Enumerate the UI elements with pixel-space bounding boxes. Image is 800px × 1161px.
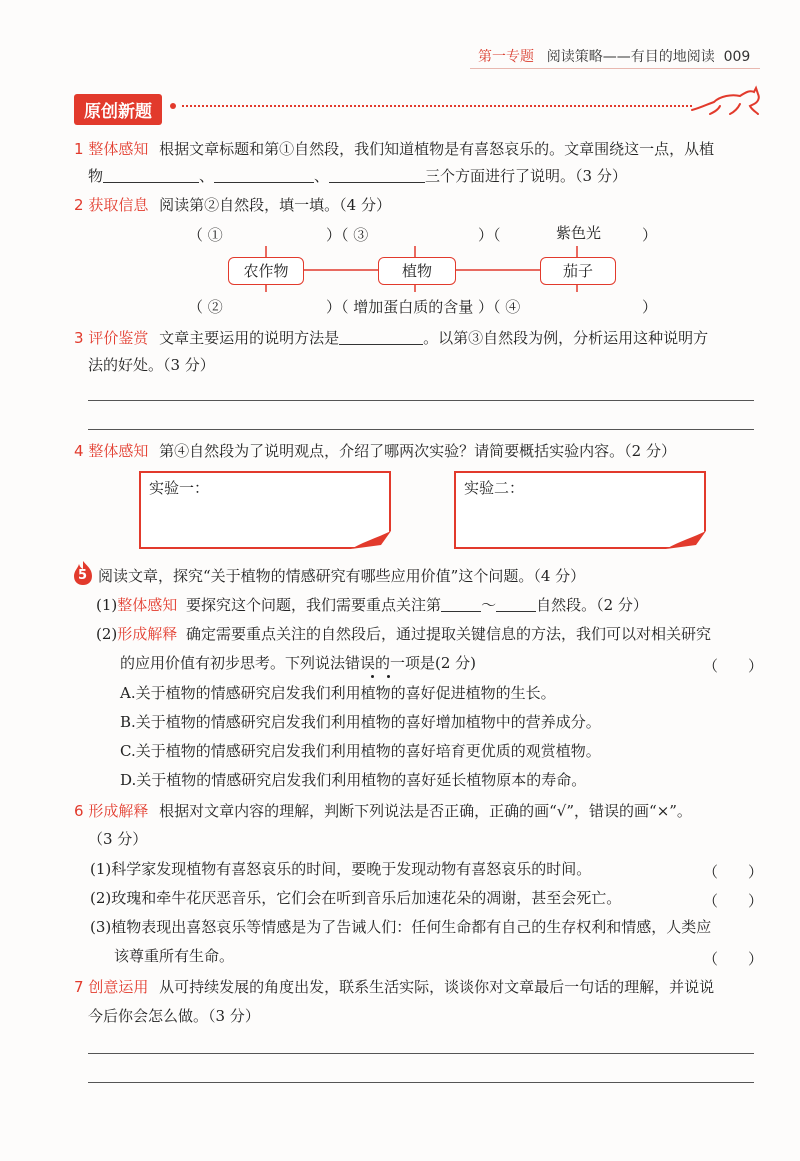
q1-line2: 物 、 、 三个方面进行了说明。（3 分） bbox=[88, 167, 627, 185]
q5-line1: 阅读文章，探究“关于植物的情感研究有哪些应用价值”这个问题。（4 分） bbox=[98, 567, 586, 585]
page-curl-icon bbox=[351, 531, 391, 549]
q2-text: 阅读第②自然段，填一填。（4 分） bbox=[159, 196, 391, 214]
q6-line2: （3 分） bbox=[88, 830, 148, 848]
q2-top-value: 紫色光 bbox=[556, 224, 602, 242]
emphasis-dot bbox=[387, 675, 390, 678]
q3-answer-line-2[interactable] bbox=[88, 429, 754, 430]
q6-item-1: (1)科学家发现植物有喜怒哀乐的时间，要晚于发现动物有喜怒哀乐的时间。 bbox=[90, 860, 592, 878]
q5-option-c: C.关于植物的情感研究启发我们利用植物的喜好培育更优质的观赏植物。 bbox=[120, 742, 601, 760]
q3-line1: 3 评价鉴赏 文章主要运用的说明方法是 。以第③自然段为例，分析运用这种说明方 bbox=[74, 329, 709, 347]
q3-tag: 评价鉴赏 bbox=[88, 329, 149, 347]
q7-line2: 今后你会怎么做。（3 分） bbox=[88, 1007, 260, 1025]
q7-tag: 创意运用 bbox=[88, 978, 149, 996]
q2-number: 2 bbox=[74, 196, 84, 214]
emphasis-dot bbox=[371, 675, 374, 678]
q2-slot-top-close: ） bbox=[642, 226, 658, 244]
q5-sub1-tag: 整体感知 bbox=[117, 596, 178, 614]
q5-sub2-line2: 的应用价值有初步思考。下列说法错误的一项是(2 分) bbox=[120, 654, 477, 672]
q6-item-3: (3)植物表现出喜怒哀乐等情感是为了告诫人们：任何生命都有自己的生存权利和情感，人类应 bbox=[90, 918, 712, 936]
q2-slot-bottom-close: ） bbox=[642, 298, 658, 316]
q6-item-3-paren[interactable]: （ ） bbox=[703, 950, 764, 968]
q2-slot-top-open: ）（ bbox=[478, 226, 501, 244]
q4-tag: 整体感知 bbox=[88, 442, 149, 460]
q4-experiment-1-label: 实验一： bbox=[149, 479, 210, 497]
q5-sub2-line1: (2)形成解释 确定需要重点关注的自然段后，通过提取关键信息的方法，我们可以对相关研究 bbox=[96, 625, 712, 643]
q2-slot-4[interactable]: ）（ 增加蛋白质的含量 ）（ ④ bbox=[326, 298, 521, 316]
q4-experiment-1-box[interactable] bbox=[139, 471, 391, 549]
q5-blank-start[interactable] bbox=[441, 596, 481, 612]
q5-option-a: A.关于植物的情感研究启发我们利用植物的喜好促进植物的生长。 bbox=[120, 684, 556, 702]
q5-sub1: (1)整体感知 要探究这个问题，我们需要重点关注第 ～ 自然段。（2 分） bbox=[96, 596, 648, 614]
header-page-number: 009 bbox=[723, 49, 751, 65]
q7-answer-line-1[interactable] bbox=[88, 1053, 754, 1054]
q3-blank[interactable] bbox=[339, 329, 423, 345]
header-strategy: 阅读策略——有目的地阅读 bbox=[546, 49, 715, 65]
q6-item-2-paren[interactable]: （ ） bbox=[703, 892, 764, 910]
q3-line2: 法的好处。（3 分） bbox=[88, 356, 215, 374]
q6-item-2: (2)玫瑰和牵牛花厌恶音乐，它们会在听到音乐后加速花朵的凋谢，甚至会死亡。 bbox=[90, 889, 622, 907]
q6-tag: 形成解释 bbox=[88, 802, 149, 820]
q2-node-eggplant: 茄子 bbox=[540, 257, 616, 285]
q6-line1: 6 形成解释 根据对文章内容的理解，判断下列说法是否正确，正确的画“√”，错误的画“×”。 bbox=[74, 802, 692, 820]
q6-item-1-paren[interactable]: （ ） bbox=[703, 863, 764, 881]
q2-slot-1[interactable]: （ ① bbox=[188, 226, 223, 244]
q2-slot-2[interactable]: （ ② bbox=[188, 298, 223, 316]
header-topic: 第一专题 bbox=[478, 49, 534, 65]
q6-item-3-cont: 该尊重所有生命。 bbox=[114, 947, 235, 965]
q2-node-plant: 植物 bbox=[378, 257, 456, 285]
q7-line1: 7 创意运用 从可持续发展的角度出发，联系生活实际，谈谈你对文章最后一句话的理解，并说说 bbox=[74, 978, 715, 996]
q5-blank-end[interactable] bbox=[496, 596, 536, 612]
q5-number: 5 bbox=[78, 568, 88, 583]
q5-option-d: D.关于植物的情感研究启发我们利用植物的喜好延长植物原本的寿命。 bbox=[120, 771, 587, 789]
q7-number: 7 bbox=[74, 978, 84, 996]
q3-number: 3 bbox=[74, 329, 84, 347]
q5-sub2-tag: 形成解释 bbox=[117, 625, 178, 643]
q4-number: 4 bbox=[74, 442, 84, 460]
q3-answer-line-1[interactable] bbox=[88, 400, 754, 401]
q4-line1: 4 整体感知 第④自然段为了说明观点，介绍了哪两次实验？请简要概括实验内容。（2 分） bbox=[74, 442, 676, 460]
q7-answer-line-2[interactable] bbox=[88, 1082, 754, 1083]
q2-tag: 获取信息 bbox=[88, 196, 149, 214]
q5-option-b: B.关于植物的情感研究启发我们利用植物的喜好增加植物中的营养成分。 bbox=[120, 713, 601, 731]
q2-node-crops: 农作物 bbox=[228, 257, 304, 285]
q6-number: 6 bbox=[74, 802, 84, 820]
section-banner: 原创新题 bbox=[74, 94, 162, 125]
q1-text: 根据文章标题和第①自然段，我们知道植物是有喜怒哀乐的。文章围绕这一点，从植 bbox=[159, 140, 715, 158]
q1-tag: 整体感知 bbox=[88, 140, 149, 158]
q5-answer-paren[interactable]: （ ） bbox=[703, 657, 764, 675]
q4-experiment-2-label: 实验二： bbox=[464, 479, 525, 497]
q4-experiment-2-box[interactable] bbox=[454, 471, 706, 549]
page-curl-icon bbox=[666, 531, 706, 549]
q2-slot-3[interactable]: ）（ ③ bbox=[326, 226, 369, 244]
q1-number: 1 bbox=[74, 140, 84, 158]
